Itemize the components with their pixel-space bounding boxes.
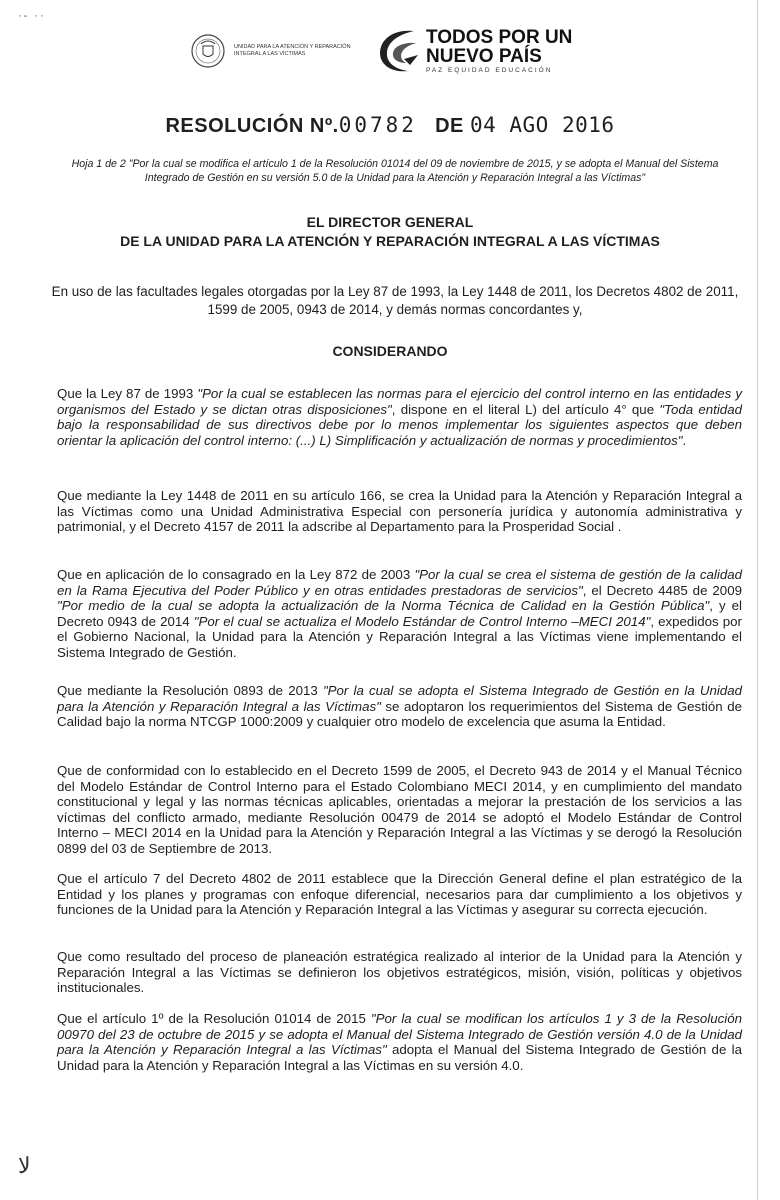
p3-text: , y el Decreto 0943 de 2014 [57,598,742,629]
campaign-arrow-icon [374,25,420,77]
p4-quote: "Por la cual se adopta el Sistema Integrado de Gestión en la Unidad para la Atención y Reparación Integral a las Víctimas" [57,683,742,714]
campaign-logo [374,25,572,77]
issuer-line2: DE LA UNIDAD PARA LA ATENCIÓN Y REPARACIÓN INTEGRAL A LAS VÍCTIMAS [120,233,660,249]
campaign-line1: TODOS POR UN [426,26,573,48]
p1-quote: "Por la cual se establecen las normas para el ejercicio del control interno en las entidades y organismos del Estado y se dictan otras disposiciones" [57,386,743,417]
p3-quote: "Por la cual se crea el sistema de gestión de la calidad en la Rama Ejecutiva del Poder Público y en otras entidades prestadoras de servicios" [57,567,742,598]
p4-text: se adoptaron los requerimientos del Sistema de Gestión de Calidad bajo la norma NTCGP 1000:2009 y cualquier otro modelo de excelencia que asuma la Entidad. [57,698,742,729]
p3-quote: "Por el cual se actualiza el Modelo Estándar de Control Interno –MECI 2014" [193,613,651,629]
sheet-caption: Hoja 1 de 2 "Por la cual se modifica el artículo 1 de la Resolución 01014 del 09 de noviembre de 2015, y se adopta el Manual del Sistema Integrado de Gestión en su versión 5.0 de la Unidad para la Atención y Reparación Integral a las Víctimas" [71,158,719,184]
considerando-paragraph-5: Que de conformidad con lo establecido en el Decreto 1599 de 2005, el Decreto 943 de 2014 y el Manual Técnico del Modelo Estándar de Control Interno para el Estado Colombiano MECI 2014, y en cumplimiento del mandato constitucional y legal y las normas técnicas aplicables, orientadas a mejorar la prestación de los servicios a las víctimas del conflicto armado, mediante Resolución 00479 de 2014 se adoptó el Modelo Estándar de Control Interno – MECI 2014 en la Unidad para la Atención y Reparación Integral a las Víctimas y se derogó la Resolución 0899 del 03 de Septiembre de 2013. [57,763,742,856]
considerando-paragraph-6: Que el artículo 7 del Decreto 4802 de 2011 establece que la Dirección General define el plan estratégico de la Entidad y los planes y programas con enfoque diferencial, necesarios para dar cumplimiento a los objetivos y funciones de la Unidad para la Atención y Reparación Integral a las Víctimas y asegurar su correcta ejecución. [57,871,742,917]
p3-text: , el Decreto 4485 de 2009 [582,582,742,598]
p3-text: , expedidos por el Gobierno Nacional, la Unidad para la Atención y Reparación Integral a las Víctimas viene implementando el Sistema Integrado de Gestión. [57,613,742,660]
considerando-paragraph-4 [57,683,742,730]
p8-text: adopta el Manual del Sistema Integrado de Gestión de la Unidad para la Atención y Reparación Integral a las Víctimas en su versión 4.0. [57,1042,742,1073]
p1-text: , dispone en el literal L) del artículo 4° que [391,401,660,417]
considerando-paragraph-2: Que mediante la Ley 1448 de 2011 en su artículo 166, se crea la Unidad para la Atención y Reparación Integral a las Víctimas como una Unidad Administrativa Especial con personería jurídica y autonomía administrativa y patrimonial, y el Decreto 4157 de 2011 la adscribe al Departamento para la Prosperidad Social . [57,488,742,534]
considerando-paragraph-7: Que como resultado del proceso de planeación estratégica realizado al interior de la Unidad para la Atención y Reparación Integral a las Víctimas se definieron los objetivos estratégicos, misión, visión, políticas y objetivos institucionales. [57,949,742,995]
considerando-paragraph-1 [57,386,742,448]
p1-text: . [682,432,687,448]
considerando-paragraph-3 [57,567,742,660]
resolution-date: 04 AGO 2016 [469,113,615,137]
resolution-heading [0,113,780,138]
legal-basis: En uso de las facultades legales otorgadas por la Ley 87 de 1993, la Ley 1448 de 2011, los Decretos 4802 de 2011, 1599 de 2005, 0943 de 2014, y demás normas concordantes y, [51,284,739,317]
considerando-paragraph-8 [57,1011,742,1073]
p8-text: Que el artículo 1º de la Resolución 01014 de 2015 [57,1011,371,1026]
p8-quote: "Por la cual se modifican los artículos 1 y 3 de la Resolución 00970 del 23 de octubre de 2015 y se adopta el Manual del Sistema Integrado de Gestión versión 4.0 de la Unidad para la Atención y Reparación Integral a las Víctimas" [57,1011,742,1057]
resolution-number: 00782 [338,113,417,137]
resolution-de: DE [435,115,464,137]
letterhead [190,25,572,77]
issuer-line1: EL DIRECTOR GENERAL [306,214,474,230]
p3-text: Que en aplicación de lo consagrado en la Ley 872 de 2003 [57,567,415,582]
campaign-line2: NUEVO PAÍS [426,45,542,67]
p3-quote: "Por medio de la cual se adopta la actualización de la Norma Técnica de Calidad en la Gestión Pública" [57,598,710,613]
scan-edge [757,0,758,1200]
p4-text: Que mediante la Resolución 0893 de 2013 [57,683,323,698]
issuer-heading [40,213,740,251]
coat-of-arms-icon [190,33,226,69]
handwritten-page-mark: ﻻ [18,1154,31,1179]
entity-name: UNIDAD PARA LA ATENCIÓN Y REPARACIÓN INTEGRAL A LAS VÍCTIMAS [234,44,351,57]
resolution-label: RESOLUCIÓN Nº. [165,115,339,137]
p1-quote: "Toda entidad bajo la responsabilidad de sus directivos debe por lo menos implementar los siguientes aspectos que deben orientar la aplicación del control interno: (...) L) Simplificación y actualización de normas y procedimientos" [57,401,742,448]
campaign-motto: PAZ EQUIDAD EDUCACIÓN [426,66,553,74]
considerando-heading: CONSIDERANDO [332,343,448,359]
p1-text: Que la Ley 87 de 1993 [57,386,198,401]
corner-mark: ·- ·· [18,10,46,22]
